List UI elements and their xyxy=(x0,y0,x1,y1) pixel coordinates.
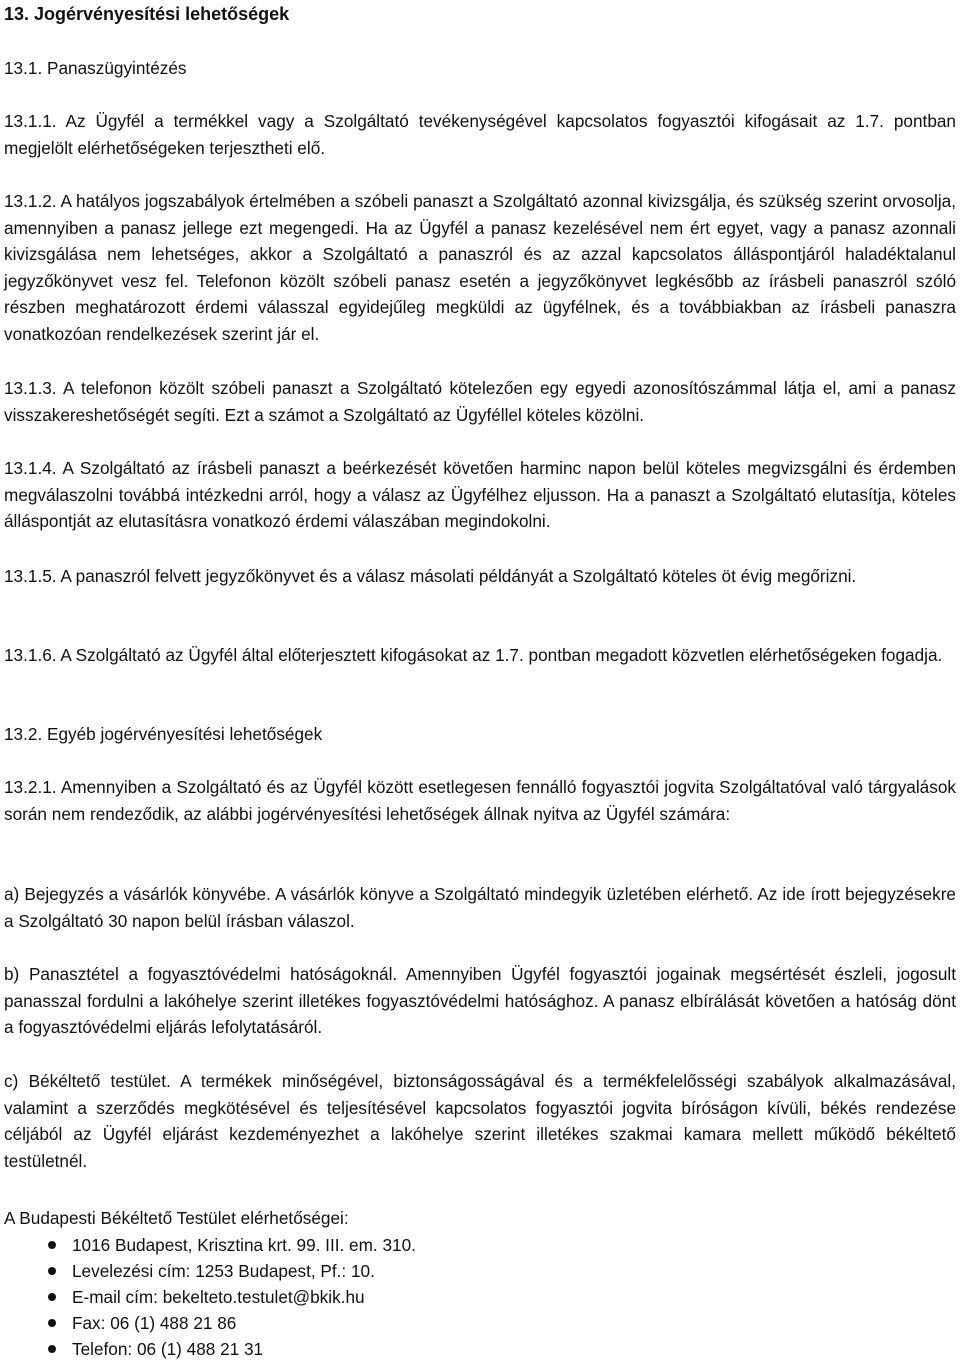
contact-item-fax xyxy=(4,1310,416,1336)
contact-item-text: Telefon: 06 (1) 488 21 31 xyxy=(72,1339,264,1359)
contact-item-email xyxy=(4,1284,416,1310)
section-heading: 13. Jogérvényesítési lehetőségek xyxy=(4,4,290,24)
paragraph-13-1-5: 13.1.5. A panaszról felvett jegyzőkönyvet és a válasz másolati példányát a Szolgáltató köteles öt évig megőrizni. xyxy=(4,566,857,586)
bullet-icon xyxy=(48,1267,56,1275)
contact-item-text: 1016 Budapest, Krisztina krt. 99. III. em. 310. xyxy=(72,1235,416,1255)
subsection-title-13-1: 13.1. Panaszügyintézés xyxy=(4,58,187,78)
option-b-paragraph: b) Panasztétel a fogyasztóvédelmi hatóságoknál. Amennyiben Ügyfél fogyasztói jogainak megsértését észleli, jogosult panasszal fordulni a lakóhelye szerint illetékes fogyasztóvédelmi hatósághoz. A panasz elbírálását követően a hatóság dönt a fogyasztóvédelmi eljárás lefolytatásáról. xyxy=(4,964,956,1037)
bullet-icon xyxy=(48,1241,56,1249)
contact-item-text: Fax: 06 (1) 488 21 86 xyxy=(72,1313,237,1333)
paragraph-13-1-4: 13.1.4. A Szolgáltató az írásbeli panaszt a beérkezését követően harminc napon belül köteles megvizsgálni és érdemben megválaszolni továbbá intézkedni arról, hogy a válasz az Ügyfélhez eljusson. Ha a panaszt a Szolgáltató elutasítja, köteles álláspontját az elutasításra vonatkozó érdemi válaszában megindokolni. xyxy=(4,458,956,531)
contact-title: A Budapesti Békéltető Testület elérhetőségei: xyxy=(4,1208,349,1228)
contact-item-text: Levelezési cím: 1253 Budapest, Pf.: 10. xyxy=(72,1261,375,1281)
subsection-title-13-2: 13.2. Egyéb jogérvényesítési lehetőségek xyxy=(4,724,323,744)
contact-item-address xyxy=(4,1232,416,1258)
contact-list xyxy=(4,1232,416,1362)
paragraph-13-1-2: 13.1.2. A hatályos jogszabályok értelmében a szóbeli panaszt a Szolgáltató azonnal kivizsgálja, és szükség szerint orvosolja, amennyiben a panasz jellege ezt megengedi. Ha az Ügyfél a panasz kezelésével nem ért egyet, vagy a panasz azonnali kivizsgálása nem lehetséges, akkor a Szolgáltató a panaszról és az azzal kapcsolatos álláspontjáról haladéktalanul jegyzőkönyvet vesz fel. Telefonon közölt szóbeli panasz esetén a jegyzőkönyvet legkésőbb az írásbeli panaszról szóló részben meghatározott érdemi válasszal egyidejűleg megküldi az ügyfélnek, és a továbbiakban az írásbeli panaszra vonatkozóan rendelkezések szerint jár el. xyxy=(4,191,956,344)
paragraph-13-1-3: 13.1.3. A telefonon közölt szóbeli panaszt a Szolgáltató kötelezően egy egyedi azonosítószámmal látja el, ami a panasz visszakereshetőségét segíti. Ezt a számot a Szolgáltató az Ügyféllel köteles közölni. xyxy=(4,378,956,425)
paragraph-13-1-1: 13.1.1. Az Ügyfél a termékkel vagy a Szolgáltató tevékenységével kapcsolatos fogyasztói kifogásait az 1.7. pontban megjelölt elérhetőségeken terjesztheti elő. xyxy=(4,111,956,158)
bullet-icon xyxy=(48,1319,56,1327)
bullet-icon xyxy=(48,1293,56,1301)
option-a-paragraph: a) Bejegyzés a vásárlók könyvébe. A vásárlók könyve a Szolgáltató mindegyik üzletében elérhető. Az ide írott bejegyzésekre a Szolgáltató 30 napon belül írásban válaszol. xyxy=(4,884,956,931)
option-c-paragraph: c) Békéltető testület. A termékek minőségével, biztonságosságával és a termékfelelősségi szabályok alkalmazásával, valamint a szerződés megkötésével és teljesítésével kapcsolatos fogyasztói jogvita bíróságon kívüli, békés rendezése céljából az Ügyfél eljárást kezdeményezhet a lakóhelye szerint illetékes szakmai kamara mellett működő békéltető testületnél. xyxy=(4,1071,956,1171)
paragraph-13-1-6: 13.1.6. A Szolgáltató az Ügyfél által előterjesztett kifogásokat az 1.7. pontban megadott közvetlen elérhetőségeken fogadja. xyxy=(4,645,943,665)
bullet-icon xyxy=(48,1345,56,1353)
contact-item-postal xyxy=(4,1258,416,1284)
paragraph-13-2-1: 13.2.1. Amennyiben a Szolgáltató és az Ügyfél között esetlegesen fennálló fogyasztói jogvita Szolgáltatóval való tárgyalások során nem rendeződik, az alábbi jogérvényesítési lehetőségek állnak nyitva az Ügyfél számára: xyxy=(4,777,956,824)
contact-item-phone xyxy=(4,1336,416,1362)
contact-item-text: E-mail cím: bekelteto.testulet@bkik.hu xyxy=(72,1287,365,1307)
